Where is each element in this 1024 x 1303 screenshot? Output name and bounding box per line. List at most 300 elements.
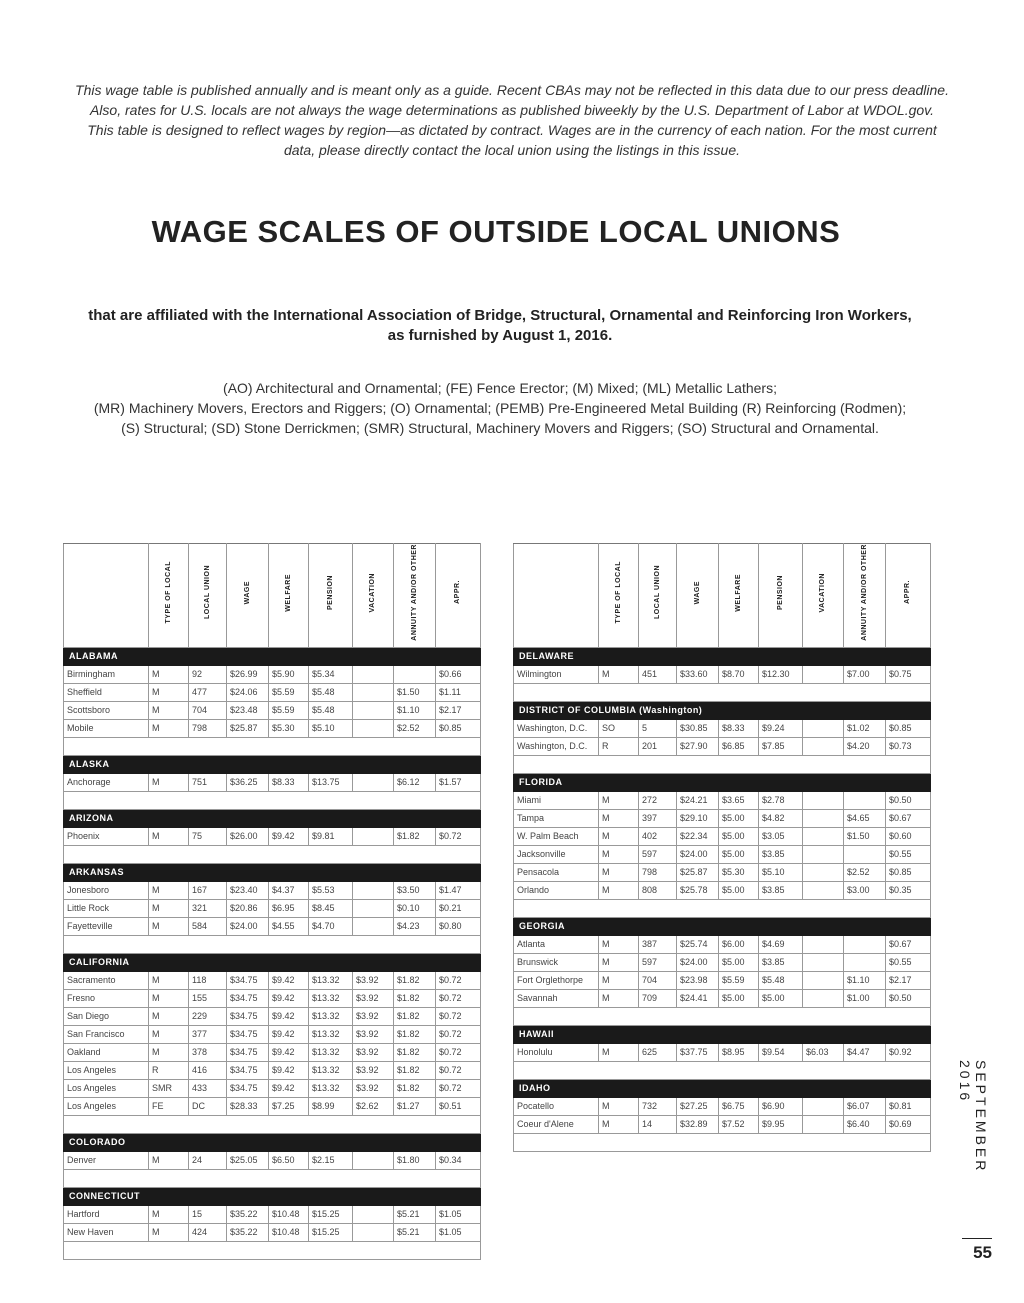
abbreviation-legend — [50, 378, 950, 438]
value-cell: $12.30 — [759, 665, 803, 683]
value-cell: $3.92 — [353, 1061, 394, 1079]
spacer-row — [64, 1115, 481, 1133]
table-row — [514, 827, 931, 845]
spacer-cell — [436, 1169, 481, 1187]
value-cell: $9.42 — [269, 1025, 309, 1043]
spacer-cell — [227, 737, 269, 755]
value-cell: $8.33 — [269, 773, 309, 791]
subtitle-line: as furnished by August 1, 2016. — [387, 327, 613, 344]
column-header — [227, 544, 269, 648]
value-cell: $5.34 — [309, 665, 353, 683]
spacer-cell — [394, 791, 436, 809]
column-header — [269, 544, 309, 648]
value-cell: M — [599, 881, 639, 899]
column-header-label: LOCAL UNION — [653, 565, 661, 620]
value-cell: $15.25 — [309, 1205, 353, 1223]
spacer-cell — [227, 1169, 269, 1187]
value-cell — [803, 737, 844, 755]
value-cell: M — [599, 1115, 639, 1133]
table-row — [514, 989, 931, 1007]
value-cell — [353, 683, 394, 701]
value-cell: $6.03 — [803, 1043, 844, 1061]
column-header-label: VACATION — [369, 572, 376, 613]
spacer-cell — [227, 1241, 269, 1259]
city-cell: Wilmington — [514, 665, 599, 683]
table-row — [514, 1115, 931, 1133]
value-cell: $27.25 — [677, 1097, 719, 1115]
value-cell: $1.10 — [394, 701, 436, 719]
spacer-cell — [353, 935, 394, 953]
spacer-cell — [149, 737, 189, 755]
value-cell: $4.47 — [844, 1043, 886, 1061]
value-cell: $0.72 — [436, 1043, 481, 1061]
value-cell: $0.66 — [436, 665, 481, 683]
city-cell: Little Rock — [64, 899, 149, 917]
value-cell: $22.34 — [677, 827, 719, 845]
spacer-cell — [64, 791, 149, 809]
header-row — [514, 544, 931, 648]
value-cell: $9.42 — [269, 827, 309, 845]
value-cell: 201 — [639, 737, 677, 755]
city-cell: Fresno — [64, 989, 149, 1007]
city-cell: Oakland — [64, 1043, 149, 1061]
value-cell: $2.52 — [844, 863, 886, 881]
table-row — [514, 809, 931, 827]
value-cell: $32.89 — [677, 1115, 719, 1133]
column-header-label: APPR. — [904, 580, 911, 605]
table-row — [64, 827, 481, 845]
value-cell: $4.20 — [844, 737, 886, 755]
value-cell: $3.92 — [353, 1007, 394, 1025]
spacer-cell — [719, 1061, 759, 1079]
value-cell: $1.47 — [436, 881, 481, 899]
column-header — [436, 544, 481, 648]
spacer-cell — [719, 1007, 759, 1025]
value-cell: $1.10 — [844, 971, 886, 989]
city-cell: Los Angeles — [64, 1061, 149, 1079]
table-row — [64, 917, 481, 935]
value-cell: FE — [149, 1097, 189, 1115]
spacer-cell — [599, 755, 639, 773]
value-cell: M — [149, 773, 189, 791]
value-cell: 424 — [189, 1223, 227, 1241]
value-cell: 597 — [639, 845, 677, 863]
value-cell: M — [149, 827, 189, 845]
value-cell: $5.59 — [269, 683, 309, 701]
value-cell: $30.85 — [677, 719, 719, 737]
column-header-label: TYPE OF LOCAL — [164, 561, 172, 624]
city-cell: Phoenix — [64, 827, 149, 845]
city-cell: Los Angeles — [64, 1097, 149, 1115]
value-cell: $0.35 — [886, 881, 931, 899]
value-cell: $7.85 — [759, 737, 803, 755]
spacer-cell — [844, 1007, 886, 1025]
value-cell: M — [149, 1007, 189, 1025]
spacer-cell — [599, 1133, 639, 1151]
city-cell: Sacramento — [64, 971, 149, 989]
value-cell: M — [599, 827, 639, 845]
value-cell: M — [599, 935, 639, 953]
spacer-cell — [309, 737, 353, 755]
value-cell: $6.12 — [394, 773, 436, 791]
state-header-row — [64, 755, 481, 773]
spacer-cell — [677, 1061, 719, 1079]
value-cell: $5.00 — [719, 827, 759, 845]
value-cell: $0.72 — [436, 1025, 481, 1043]
state-header-row — [64, 1187, 481, 1205]
value-cell: $6.90 — [759, 1097, 803, 1115]
spacer-row — [64, 1169, 481, 1187]
value-cell: $3.85 — [759, 881, 803, 899]
value-cell — [803, 1115, 844, 1133]
legend-line: (AO) Architectural and Ornamental; (FE) Fence Erector; (M) Mixed; (ML) Metallic Lathers; — [223, 380, 777, 396]
value-cell: $3.92 — [353, 989, 394, 1007]
value-cell — [353, 1223, 394, 1241]
table-row — [514, 1097, 931, 1115]
table-row — [514, 971, 931, 989]
value-cell: 597 — [639, 953, 677, 971]
value-cell: $4.69 — [759, 935, 803, 953]
spacer-cell — [353, 791, 394, 809]
header-location — [514, 544, 599, 648]
spacer-cell — [599, 1061, 639, 1079]
city-cell: Pensacola — [514, 863, 599, 881]
value-cell: $0.85 — [886, 863, 931, 881]
spacer-cell — [353, 845, 394, 863]
column-header — [189, 544, 227, 648]
spacer-cell — [514, 1007, 599, 1025]
intro-line: Also, rates for U.S. locals are not always the wage determinations as published biweekly by the U.S. Department of Labor at WDOL.gov. — [89, 102, 935, 118]
state-name: CONNECTICUT — [64, 1187, 481, 1205]
city-cell: Scottsboro — [64, 701, 149, 719]
value-cell: $25.74 — [677, 935, 719, 953]
value-cell: $1.00 — [844, 989, 886, 1007]
state-name: ALABAMA — [64, 647, 481, 665]
spacer-cell — [719, 1133, 759, 1151]
value-cell: $8.95 — [719, 1043, 759, 1061]
value-cell — [353, 665, 394, 683]
value-cell: $1.05 — [436, 1223, 481, 1241]
value-cell: $24.21 — [677, 791, 719, 809]
value-cell: $0.21 — [436, 899, 481, 917]
value-cell: $0.10 — [394, 899, 436, 917]
spacer-cell — [227, 935, 269, 953]
value-cell: $1.82 — [394, 989, 436, 1007]
column-header-label: ANNUITY AND/OR OTHER — [860, 544, 868, 641]
state-header-row — [64, 809, 481, 827]
state-name: COLORADO — [64, 1133, 481, 1151]
value-cell: 118 — [189, 971, 227, 989]
value-cell: $23.40 — [227, 881, 269, 899]
value-cell — [353, 827, 394, 845]
table-body — [64, 647, 481, 1259]
value-cell: $13.32 — [309, 1079, 353, 1097]
spacer-cell — [639, 683, 677, 701]
value-cell: $10.48 — [269, 1205, 309, 1223]
column-header — [719, 544, 759, 648]
value-cell — [803, 791, 844, 809]
value-cell: $2.17 — [436, 701, 481, 719]
city-cell: Orlando — [514, 881, 599, 899]
value-cell — [803, 935, 844, 953]
value-cell: $0.72 — [436, 1079, 481, 1097]
value-cell — [844, 791, 886, 809]
value-cell: $10.48 — [269, 1223, 309, 1241]
city-cell: Birmingham — [64, 665, 149, 683]
value-cell: $35.22 — [227, 1223, 269, 1241]
value-cell: $9.42 — [269, 1061, 309, 1079]
value-cell: $3.85 — [759, 845, 803, 863]
state-header-row — [64, 953, 481, 971]
value-cell: $25.87 — [677, 863, 719, 881]
page-subtitle — [60, 306, 940, 346]
value-cell: $1.05 — [436, 1205, 481, 1223]
value-cell: $9.42 — [269, 1079, 309, 1097]
value-cell: 167 — [189, 881, 227, 899]
spacer-cell — [677, 1133, 719, 1151]
value-cell: 416 — [189, 1061, 227, 1079]
value-cell: M — [599, 845, 639, 863]
value-cell: 704 — [189, 701, 227, 719]
value-cell: $4.23 — [394, 917, 436, 935]
value-cell: $13.32 — [309, 989, 353, 1007]
value-cell: $5.00 — [719, 989, 759, 1007]
value-cell: M — [149, 1223, 189, 1241]
spacer-cell — [759, 683, 803, 701]
value-cell: SO — [599, 719, 639, 737]
spacer-cell — [639, 899, 677, 917]
value-cell: $1.57 — [436, 773, 481, 791]
intro-line: This table is designed to reflect wages by region—as dictated by contract. Wages are in the currency of each nation. For the most current — [87, 122, 937, 138]
subtitle-line: that are affiliated with the International Association of Bridge, Structural, Ornamental and Reinforcing Iron Workers, — [88, 307, 912, 324]
value-cell: $0.50 — [886, 989, 931, 1007]
value-cell: $5.48 — [759, 971, 803, 989]
state-name: CALIFORNIA — [64, 953, 481, 971]
value-cell: $34.75 — [227, 971, 269, 989]
value-cell: R — [149, 1061, 189, 1079]
value-cell: M — [599, 863, 639, 881]
spacer-cell — [677, 755, 719, 773]
value-cell: $1.82 — [394, 1079, 436, 1097]
value-cell: $28.33 — [227, 1097, 269, 1115]
value-cell: M — [149, 701, 189, 719]
value-cell: $0.69 — [886, 1115, 931, 1133]
value-cell: $5.21 — [394, 1205, 436, 1223]
value-cell: 155 — [189, 989, 227, 1007]
spacer-cell — [149, 1241, 189, 1259]
value-cell: $0.55 — [886, 845, 931, 863]
value-cell: $13.32 — [309, 971, 353, 989]
state-name: ALASKA — [64, 755, 481, 773]
value-cell: $5.10 — [759, 863, 803, 881]
value-cell — [803, 881, 844, 899]
spacer-cell — [309, 1169, 353, 1187]
state-header-row — [514, 773, 931, 791]
table-row — [64, 1151, 481, 1169]
spacer-cell — [436, 1241, 481, 1259]
value-cell: $26.00 — [227, 827, 269, 845]
spacer-cell — [269, 1115, 309, 1133]
city-cell: Atlanta — [514, 935, 599, 953]
state-name: GEORGIA — [514, 917, 931, 935]
table-row — [514, 1043, 931, 1061]
spacer-cell — [599, 683, 639, 701]
value-cell: $23.48 — [227, 701, 269, 719]
value-cell: $35.22 — [227, 1205, 269, 1223]
legend-line: (S) Structural; (SD) Stone Derrickmen; (SMR) Structural, Machinery Movers and Riggers; (SO) Structural and Ornamental. — [121, 420, 879, 436]
spacer-cell — [759, 1007, 803, 1025]
value-cell: 397 — [639, 809, 677, 827]
table-row — [514, 845, 931, 863]
state-header-row — [514, 647, 931, 665]
table-row — [64, 1043, 481, 1061]
spacer-cell — [514, 899, 599, 917]
value-cell: $2.15 — [309, 1151, 353, 1169]
value-cell: 321 — [189, 899, 227, 917]
column-header — [309, 544, 353, 648]
table-row — [64, 1097, 481, 1115]
table-row — [64, 1223, 481, 1241]
spacer-cell — [436, 845, 481, 863]
city-cell: W. Palm Beach — [514, 827, 599, 845]
column-header-label: WAGE — [693, 580, 701, 605]
spacer-cell — [639, 755, 677, 773]
city-cell: San Francisco — [64, 1025, 149, 1043]
city-cell: Anchorage — [64, 773, 149, 791]
value-cell: $6.07 — [844, 1097, 886, 1115]
spacer-row — [64, 935, 481, 953]
value-cell: $2.62 — [353, 1097, 394, 1115]
value-cell: $34.75 — [227, 1025, 269, 1043]
value-cell: M — [149, 1025, 189, 1043]
table-row — [514, 737, 931, 755]
value-cell: $9.42 — [269, 1043, 309, 1061]
spacer-cell — [719, 755, 759, 773]
value-cell: $6.75 — [719, 1097, 759, 1115]
value-cell: 433 — [189, 1079, 227, 1097]
value-cell: $8.45 — [309, 899, 353, 917]
spacer-cell — [353, 737, 394, 755]
value-cell: $7.25 — [269, 1097, 309, 1115]
spacer-cell — [844, 755, 886, 773]
value-cell: $4.82 — [759, 809, 803, 827]
column-header-label: LOCAL UNION — [203, 565, 211, 620]
value-cell: M — [599, 971, 639, 989]
value-cell: DC — [189, 1097, 227, 1115]
value-cell: $29.10 — [677, 809, 719, 827]
state-header-row — [514, 917, 931, 935]
value-cell: 14 — [639, 1115, 677, 1133]
value-cell: M — [599, 989, 639, 1007]
state-header-row — [64, 1133, 481, 1151]
wage-table-left — [63, 543, 481, 1260]
value-cell: $1.02 — [844, 719, 886, 737]
value-cell: 584 — [189, 917, 227, 935]
value-cell: $9.42 — [269, 989, 309, 1007]
table-row — [514, 719, 931, 737]
spacer-cell — [886, 1133, 931, 1151]
value-cell: 387 — [639, 935, 677, 953]
city-cell: Washington, D.C. — [514, 719, 599, 737]
value-cell: $4.55 — [269, 917, 309, 935]
value-cell: 798 — [639, 863, 677, 881]
intro-line: This wage table is published annually and is meant only as a guide. Recent CBAs may not be reflected in this data due to our press deadline. — [75, 82, 949, 98]
value-cell: M — [149, 1151, 189, 1169]
table-header — [64, 544, 481, 648]
spacer-cell — [189, 737, 227, 755]
table-row — [64, 719, 481, 737]
city-cell: Brunswick — [514, 953, 599, 971]
value-cell: M — [149, 881, 189, 899]
column-header — [844, 544, 886, 648]
value-cell: $1.80 — [394, 1151, 436, 1169]
value-cell: $0.81 — [886, 1097, 931, 1115]
spacer-cell — [803, 899, 844, 917]
value-cell: 272 — [639, 791, 677, 809]
value-cell — [803, 863, 844, 881]
value-cell: $0.72 — [436, 1007, 481, 1025]
value-cell: $4.70 — [309, 917, 353, 935]
column-header-label: WELFARE — [284, 573, 292, 612]
value-cell — [353, 899, 394, 917]
spacer-cell — [803, 1133, 844, 1151]
spacer-cell — [759, 1133, 803, 1151]
value-cell: 451 — [639, 665, 677, 683]
value-cell — [803, 719, 844, 737]
value-cell: 704 — [639, 971, 677, 989]
spacer-cell — [189, 845, 227, 863]
spacer-cell — [436, 935, 481, 953]
spacer-cell — [269, 1241, 309, 1259]
spacer-cell — [599, 1007, 639, 1025]
spacer-cell — [844, 899, 886, 917]
spacer-cell — [599, 899, 639, 917]
value-cell: $8.70 — [719, 665, 759, 683]
value-cell: $3.50 — [394, 881, 436, 899]
value-cell: $0.72 — [436, 971, 481, 989]
value-cell — [803, 1097, 844, 1115]
spacer-cell — [189, 1115, 227, 1133]
spacer-row — [514, 1007, 931, 1025]
value-cell: $0.92 — [886, 1043, 931, 1061]
value-cell: $0.80 — [436, 917, 481, 935]
state-header-row — [514, 701, 931, 719]
value-cell: 732 — [639, 1097, 677, 1115]
spacer-cell — [64, 1241, 149, 1259]
column-header-label: PENSION — [776, 574, 784, 610]
state-name: DELAWARE — [514, 647, 931, 665]
value-cell: $4.65 — [844, 809, 886, 827]
spacer-row — [64, 791, 481, 809]
city-cell: Hartford — [64, 1205, 149, 1223]
spacer-cell — [844, 1061, 886, 1079]
value-cell: $5.00 — [719, 845, 759, 863]
value-cell: $0.50 — [886, 791, 931, 809]
column-header — [639, 544, 677, 648]
value-cell: $34.75 — [227, 1061, 269, 1079]
value-cell: $3.05 — [759, 827, 803, 845]
value-cell: M — [149, 989, 189, 1007]
spacer-cell — [64, 737, 149, 755]
value-cell — [803, 953, 844, 971]
value-cell: $25.05 — [227, 1151, 269, 1169]
value-cell: $25.78 — [677, 881, 719, 899]
city-cell: Los Angeles — [64, 1079, 149, 1097]
value-cell: $7.52 — [719, 1115, 759, 1133]
city-cell: Washington, D.C. — [514, 737, 599, 755]
value-cell: $5.00 — [719, 881, 759, 899]
table-row — [514, 881, 931, 899]
